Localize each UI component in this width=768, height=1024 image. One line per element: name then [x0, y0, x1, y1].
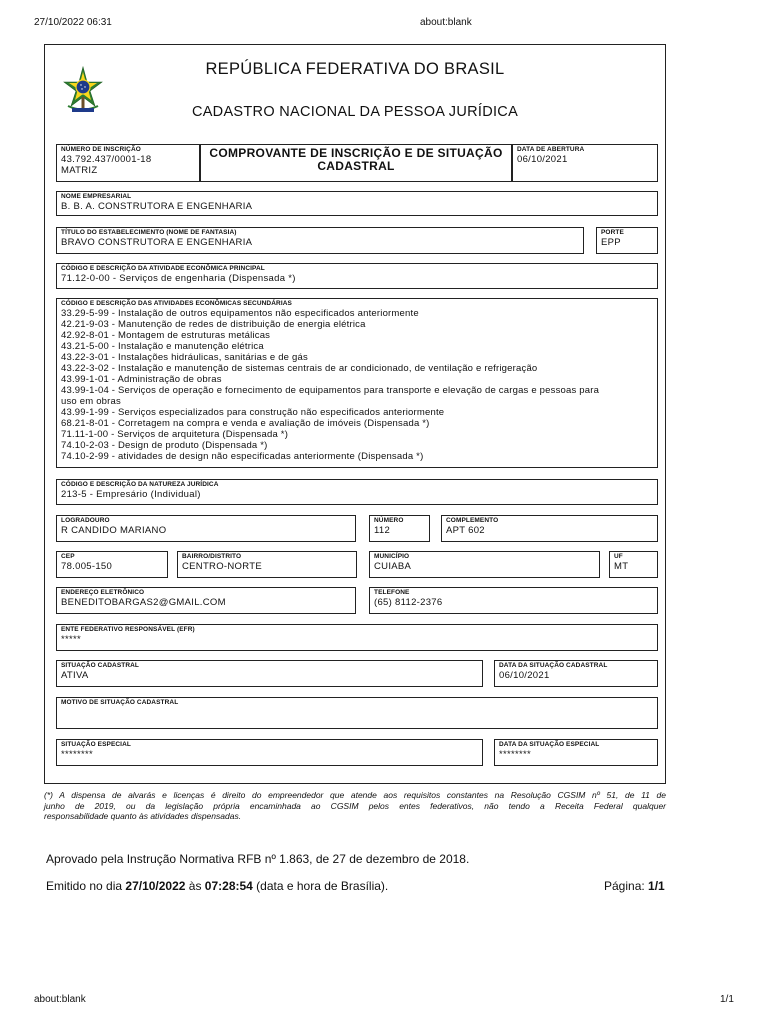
municipio-box: [369, 551, 600, 578]
email-box: [56, 587, 356, 614]
page-indicator-label: Página:: [604, 879, 649, 893]
page-title: REPÚBLICA FEDERATIVA DO BRASIL: [205, 60, 505, 78]
list-item: 33.29-5-99 - Instalação de outros equipamentos não especificados anteriormente: [61, 308, 419, 319]
complemento-value: APT 602: [446, 525, 485, 536]
fantasia-value: BRAVO CONSTRUTORA E ENGENHARIA: [61, 237, 253, 248]
footnote-line: responsabilidade quanto às atividades dispensadas.: [44, 811, 242, 821]
abertura-label: DATA DE ABERTURA: [517, 146, 585, 153]
bairro-label: BAIRRO/DISTRITO: [182, 553, 242, 560]
inscricao-type: MATRIZ: [61, 165, 98, 176]
porte-box: [596, 227, 658, 254]
logradouro-box: [56, 515, 356, 542]
motivo-box: [56, 697, 658, 729]
situacao-especial-box: [56, 739, 483, 766]
abertura-value: 06/10/2021: [517, 154, 568, 165]
atividade-principal-value: 71.12-0-00 - Serviços de engenharia (Dispensada *): [61, 273, 296, 284]
inscricao-box: [56, 144, 200, 182]
natureza-value: 213-5 - Empresário (Individual): [61, 489, 201, 500]
data-situacao-especial-box: [494, 739, 658, 766]
comprovante-title-line1: COMPROVANTE DE INSCRIÇÃO E DE SITUAÇÃO: [209, 146, 503, 160]
atividades-secundarias-label: CÓDIGO E DESCRIÇÃO DAS ATIVIDADES ECONÔMICAS SECUNDÁRIAS: [61, 300, 292, 307]
uf-box: [609, 551, 658, 578]
footnote-line: (*) A dispensa de alvarás e licenças é direito do empreendedor que atende aos requisitos constantes na Resolução CGSIM nº 51, de 11 de: [44, 790, 666, 800]
emission-middle: às: [185, 879, 205, 893]
list-item: 43.22-3-02 - Instalação e manutenção de sistemas centrais de ar condicionado, de ventilação e refrigeração: [61, 363, 538, 374]
emission-text: [46, 879, 388, 893]
fantasia-label: TÍTULO DO ESTABELECIMENTO (NOME DE FANTASIA): [61, 229, 237, 236]
data-situacao-especial-value: ********: [499, 749, 531, 760]
efr-box: [56, 624, 658, 651]
list-item: 43.22-3-01 - Instalações hidráulicas, sanitárias e de gás: [61, 352, 308, 363]
porte-value: EPP: [601, 237, 621, 248]
cep-value: 78.005-150: [61, 561, 113, 572]
situacao-especial-label: SITUAÇÃO ESPECIAL: [61, 741, 131, 748]
situacao-label: SITUAÇÃO CADASTRAL: [61, 662, 139, 669]
email-value: BENEDITOBARGAS2@GMAIL.COM: [61, 597, 226, 608]
data-situacao-label: DATA DA SITUAÇÃO CADASTRAL: [499, 662, 608, 669]
list-item: 74.10-2-99 - atividades de design não especificadas anteriormente (Dispensada *): [61, 451, 424, 462]
list-item: 68.21-8-01 - Corretagem na compra e venda e avaliação de imóveis (Dispensada *): [61, 418, 430, 429]
print-page-title: about:blank: [420, 17, 472, 28]
data-situacao-especial-label: DATA DA SITUAÇÃO ESPECIAL: [499, 741, 600, 748]
print-page-count: 1/1: [720, 994, 734, 1005]
porte-label: PORTE: [601, 229, 624, 236]
footnote-line: junho de 2019, ou da legislação própria encaminhada ao CGSIM pelos entes federativos, não tendo a Receita Federal qualquer: [44, 800, 666, 811]
emission-prefix: Emitido no dia: [46, 879, 126, 893]
page-indicator-value: 1/1: [648, 879, 665, 893]
emission-suffix: (data e hora de Brasília).: [252, 879, 389, 893]
numero-label: NÚMERO: [374, 517, 404, 524]
approval-text: Aprovado pela Instrução Normativa RFB nº 1.863, de 27 de dezembro de 2018.: [46, 852, 470, 866]
list-item: uso em obras: [61, 396, 121, 407]
municipio-value: CUIABA: [374, 561, 412, 572]
page-subtitle: CADASTRO NACIONAL DA PESSOA JURÍDICA: [191, 104, 519, 120]
uf-value: MT: [614, 561, 629, 572]
numero-box: [369, 515, 430, 542]
list-item: 43.99-1-04 - Serviços de operação e fornecimento de equipamentos para transporte e elevação de cargas e pessoas para: [61, 385, 600, 396]
motivo-label: MOTIVO DE SITUAÇÃO CADASTRAL: [61, 699, 179, 706]
cep-box: [56, 551, 168, 578]
situacao-box: [56, 660, 483, 687]
situacao-especial-value: ********: [61, 749, 93, 760]
cep-label: CEP: [61, 553, 75, 560]
inscricao-number: 43.792.437/0001-18: [61, 154, 152, 165]
bairro-value: CENTRO-NORTE: [182, 561, 262, 572]
atividade-principal-label: CÓDIGO E DESCRIÇÃO DA ATIVIDADE ECONÔMICA PRINCIPAL: [61, 265, 265, 272]
list-item: 74.10-2-03 - Design de produto (Dispensada *): [61, 440, 268, 451]
print-timestamp: 27/10/2022 06:31: [34, 17, 112, 28]
logradouro-label: LOGRADOURO: [61, 517, 110, 524]
comprovante-title-line2: CADASTRAL: [317, 159, 395, 173]
emission-time: 07:28:54: [204, 879, 253, 893]
situacao-value: ATIVA: [61, 670, 89, 681]
print-footer-url: about:blank: [34, 994, 86, 1005]
telefone-label: TELEFONE: [374, 589, 410, 596]
natureza-box: [56, 479, 658, 505]
municipio-label: MUNICÍPIO: [374, 553, 410, 560]
emission-date: 27/10/2022: [125, 879, 186, 893]
data-situacao-value: 06/10/2021: [499, 670, 550, 681]
list-item: 42.21-9-03 - Manutenção de redes de distribuição de energia elétrica: [61, 319, 366, 330]
telefone-value: (65) 8112-2376: [374, 597, 443, 608]
list-item: 71.11-1-00 - Serviços de arquitetura (Dispensada *): [61, 429, 289, 440]
numero-value: 112: [374, 525, 391, 536]
list-item: 43.99-1-01 - Administração de obras: [61, 374, 222, 385]
inscricao-label: NÚMERO DE INSCRIÇÃO: [61, 146, 141, 153]
list-item: 42.92-8-01 - Montagem de estruturas metálicas: [61, 330, 271, 341]
list-item: 43.99-1-99 - Serviços especializados para construção não especificados anteriormente: [61, 407, 445, 418]
email-label: ENDEREÇO ELETRÔNICO: [61, 589, 145, 596]
abertura-box: [512, 144, 658, 182]
efr-value: *****: [61, 634, 81, 645]
atividade-principal-box: [56, 263, 658, 289]
uf-label: UF: [614, 553, 623, 560]
footnote: [44, 790, 666, 822]
comprovante-box: [200, 144, 512, 182]
list-item: 43.21-5-00 - Instalação e manutenção elétrica: [61, 341, 264, 352]
nome-label: NOME EMPRESARIAL: [61, 193, 132, 200]
page-indicator: [604, 879, 665, 893]
data-situacao-box: [494, 660, 658, 687]
atividades-secundarias-box: [56, 298, 658, 468]
complemento-box: [441, 515, 658, 542]
logradouro-value: R CANDIDO MARIANO: [61, 525, 167, 536]
complemento-label: COMPLEMENTO: [446, 517, 499, 524]
fantasia-box: [56, 227, 584, 254]
telefone-box: [369, 587, 658, 614]
efr-label: ENTE FEDERATIVO RESPONSÁVEL (EFR): [61, 626, 195, 633]
bairro-box: [177, 551, 357, 578]
natureza-label: CÓDIGO E DESCRIÇÃO DA NATUREZA JURÍDICA: [61, 481, 219, 488]
nome-value: B. B. A. CONSTRUTORA E ENGENHARIA: [61, 201, 253, 212]
nome-box: [56, 191, 658, 216]
